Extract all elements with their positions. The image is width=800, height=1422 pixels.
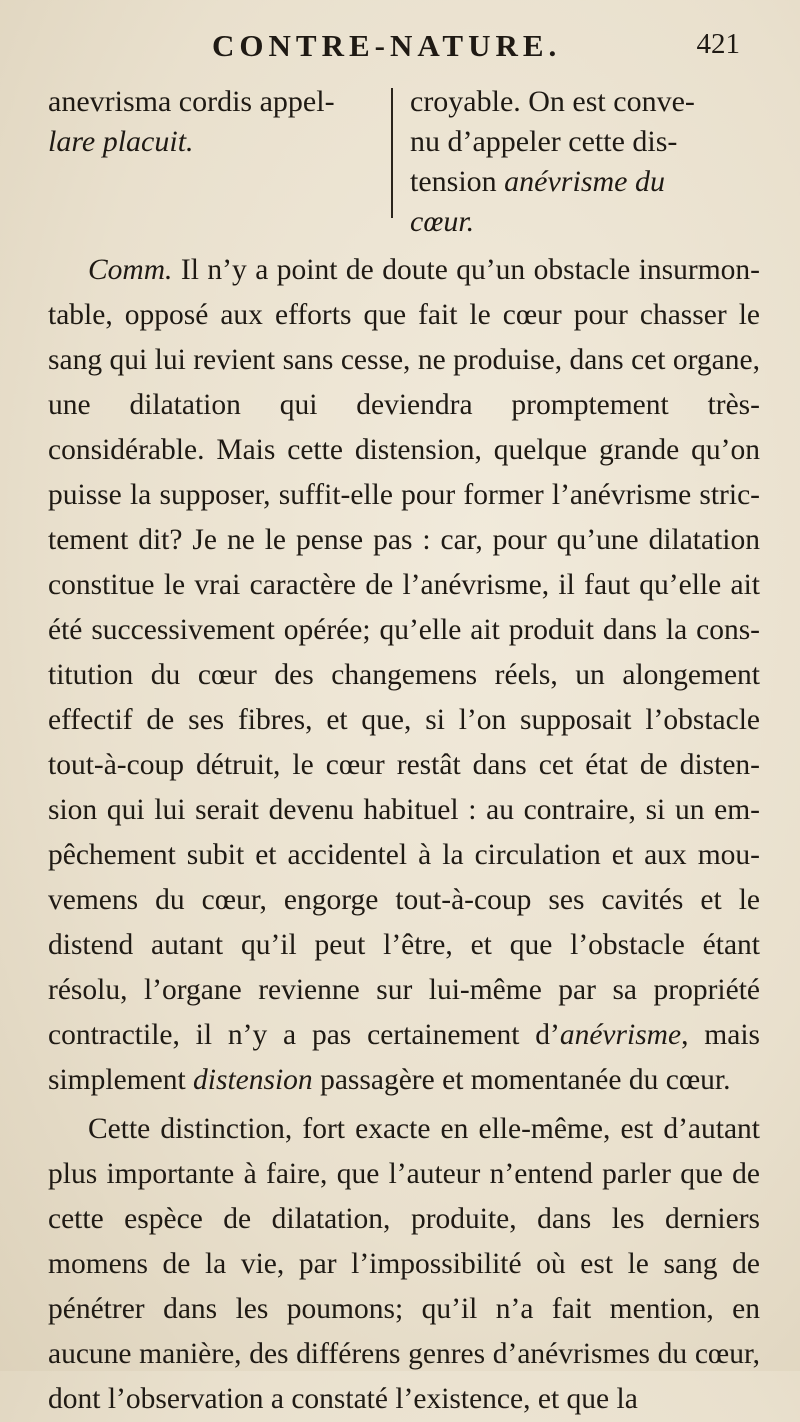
comment-paragraph: [48, 248, 760, 1103]
running-title: CONTRE-NATURE.: [212, 28, 562, 63]
page-header: [100, 28, 740, 68]
latin-line-2: lare placuit.: [48, 125, 194, 158]
parallel-text: [48, 82, 748, 238]
body-text: [48, 248, 760, 1422]
comment-text-1: Il n’y a point de doute qu’un obstacle insurmon- table, opposé aux efforts que fait le cœur pour chasser le sang qui lui revient sans cesse, ne produise, dans cet organe, une dilatation qui deviendra promptement très- considérable. Mais cette distension, quelque grande qu’on puisse la supposer, suffit-elle pour former l’anévrisme stric- tement dit? Je ne le pense pas : car, pour qu’une dilatation constitue le vrai caractère de l’anévrisme, il faut qu’elle ait été successivement opérée; qu’elle ait produit dans la cons- titution du cœur des changemens réels, un alongement effectif de ses fibres, et que, si l’on supposait l’obstacle tout-à-coup détruit, le cœur restât dans cet état de disten- sion qui lui serait devenu habituel : au contraire, si un em- pêchement subit et accidentel à la circulation et aux mou- vemens du cœur, engorge tout-à-coup ses cavités et le distend autant qu’il peut l’être, et que l’obstacle étant résolu, l’organe revienne sur lui-même par sa propriété contractile, il n’y a pas certainement d’: [48, 254, 760, 1051]
page-number: 421: [696, 28, 740, 60]
comment-label: Comm.: [88, 254, 173, 286]
distinction-paragraph: Cette distinction, fort exacte en elle-même, est d’autant plus importante à faire, que l’auteur n’entend parler que de cette espèce de dilatation, produite, dans les derniers momens de la vie, par l’impossibilité où est le sang de pénétrer dans les poumons; qu’il n’a fait mention, en aucune manière, des différens genres d’anévrismes du cœur, dont l’observation a constaté l’existence, et que la: [48, 1113, 760, 1415]
french-line-3-prefix: tension: [410, 165, 505, 198]
comment-italic-1: anévrisme: [559, 1019, 682, 1051]
french-line-1: croyable. On est conve-: [410, 85, 695, 118]
french-line-3: [410, 162, 750, 202]
comment-italic-2: distension: [193, 1064, 313, 1096]
french-line-4: [410, 202, 750, 242]
french-column: [410, 82, 750, 242]
french-line-4-italic: cœur.: [410, 205, 475, 238]
comment-text-2: , mais simplement: [48, 1019, 761, 1096]
column-divider: [391, 88, 393, 218]
latin-column: [48, 82, 380, 162]
french-line-3-italic: anévrisme du: [504, 165, 665, 198]
latin-line-1: anevrisma cordis appel-: [48, 85, 335, 118]
comment-text-3: passagère et momentanée du cœur.: [312, 1064, 731, 1096]
french-line-2: nu d’appeler cette dis-: [410, 125, 678, 158]
